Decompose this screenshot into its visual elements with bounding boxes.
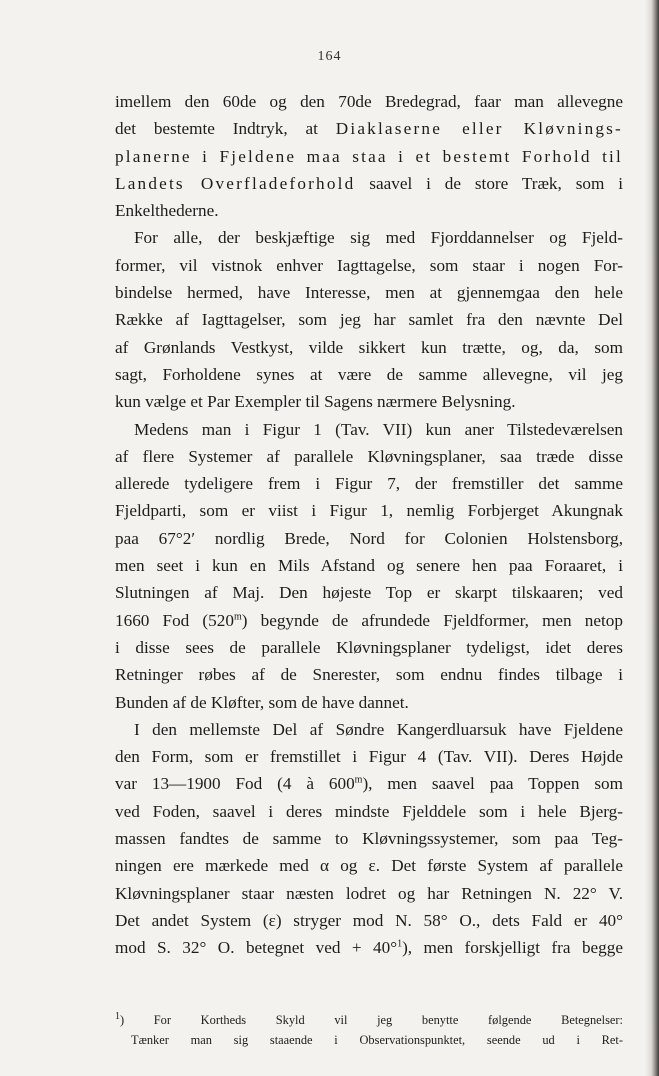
text-run: paa 67°2′ nordlig Brede, Nord for Colonien Holstensborg, [115,528,623,548]
text-line [115,279,623,306]
text-run: Fjeldparti, som er viist i Figur 1, nemlig Forbjerget Akungnak [115,501,623,521]
text-run: imellem den 60de og den 70de Bredegrad, faar man allevegne [115,92,623,111]
text-run: 1660 Fod (520 [115,610,234,630]
text-run: former, vil vistnok enhver Iagttagelse, som staar i nogen For- [115,255,623,275]
text-line [115,224,623,251]
text-run: Tænker man sig staaende i Observationspunktet, seende ud i Ret- [131,1033,623,1047]
text-line [115,525,623,552]
text-line [115,579,623,606]
text-run: Række af Iagttagelser, som jeg har samlet fra den nævnte Del [115,310,623,330]
text-run: var 13—1900 Fod (4 à 600 [115,774,355,794]
text-line [115,825,623,852]
text-run: saavel i de store Træk, som i [355,173,623,193]
text-run: men seet i kun en Mils Afstand og senere hen paa Foraaret, i [115,556,623,576]
text-run: ) For Kortheds Skyld vil jeg benytte følgende Betegnelser: [120,1013,623,1027]
text-line [115,197,623,224]
text-line [115,88,623,115]
text-run: af flere Systemer af parallele Kløvningsplaner, saa træde disse [115,446,623,466]
text-run: Kløvningsplaner staar næsten lodret og har Retningen N. 22° V. [115,883,623,903]
text-line [115,661,623,688]
footnotes [115,1010,623,1050]
text-run: allerede tydeligere frem i Figur 7, der fremstiller det samme [115,474,623,494]
text-run: Det andet System (ε) stryger mod N. 58° O., dets Fald er 40° [115,910,623,930]
text-line [115,770,623,797]
text-line [115,934,623,961]
text-line [115,143,623,170]
text-line [115,907,623,934]
text-line [115,170,623,197]
text-line [115,416,623,443]
text-run: Retninger røbes af de Snerester, som endnu findes tilbage i [115,665,623,685]
text-run: det bestemte Indtryk, at [115,119,336,139]
text-run: ), men saavel paa Toppen som [362,774,623,794]
text-line [115,115,623,142]
superscript: 1 [397,938,403,950]
text-run: i disse sees de parallele Kløvningsplaner tydeligst, idet deres [115,637,623,657]
text-line [115,443,623,470]
footnote-line [115,1030,623,1050]
text-run: Enkelthederne. [115,201,219,221]
body-text [115,88,623,962]
text-line [115,252,623,279]
text-line [115,852,623,879]
text-run: den Form, som er fremstillet i Figur 4 (Tav. VII). Deres Højde [115,747,623,767]
superscript: 1 [115,1010,120,1022]
text-run: sagt, Forholdene synes at være de samme allevegne, vil jeg [115,364,623,384]
text-run: Slutningen af Maj. Den højeste Top er skarpt tilskaaren; ved [115,583,623,603]
superscript: m [233,610,242,622]
spaced-emphasis-text: Landets Overfladeforhold [115,173,356,193]
text-run: bindelse hermed, have Interesse, men at gjennemgaa den hele [115,283,623,303]
text-line [115,470,623,497]
text-line [115,634,623,661]
spaced-emphasis-text: planerne i Fjeldene maa staa i et bestemt Forhold til [115,146,623,166]
text-run: ) begynde de afrundede Fjeldformer, men netop [241,610,623,630]
text-line [115,306,623,333]
text-run: ), men forskjelligt fra begge [402,938,623,958]
spaced-emphasis-text: Diaklaserne eller Kløvnings- [335,119,623,139]
text-line [115,716,623,743]
text-line [115,552,623,579]
text-run: mod S. 32° O. betegnet ved + 40° [115,938,398,958]
page-number: 164 [317,49,342,64]
text-line [115,334,623,361]
text-line [115,388,623,415]
text-run: af Grønlands Vestkyst, vilde sikkert kun trætte, og, da, som [115,337,623,357]
text-line [115,497,623,524]
text-line [115,798,623,825]
text-run: massen fandtes de samme to Kløvningssystemer, som paa Teg- [115,829,623,849]
text-run: ved Foden, saavel i deres mindste Fjelddele som i hele Bjerg- [115,801,623,821]
page-edge-shadow [645,0,659,1076]
text-run: kun vælge et Par Exempler til Sagens nærmere Belysning. [115,392,516,412]
text-run: I den mellemste Del af Søndre Kangerdluarsuk have Fjeldene [134,719,623,739]
text-run: Bunden af de Kløfter, som de have dannet. [115,692,409,712]
text-line [115,607,623,634]
text-line [115,361,623,388]
text-line [115,689,623,716]
text-line [115,880,623,907]
text-line [115,743,623,770]
footnote-line [115,1010,623,1030]
text-run: For alle, der beskjæftige sig med Fjorddannelser og Fjeld- [134,228,623,248]
text-run: Medens man i Figur 1 (Tav. VII) kun aner Tilstedeværelsen [134,419,623,439]
text-run: ningen ere mærkede med α og ε. Det første System af parallele [115,856,623,876]
superscript: m [354,774,363,786]
